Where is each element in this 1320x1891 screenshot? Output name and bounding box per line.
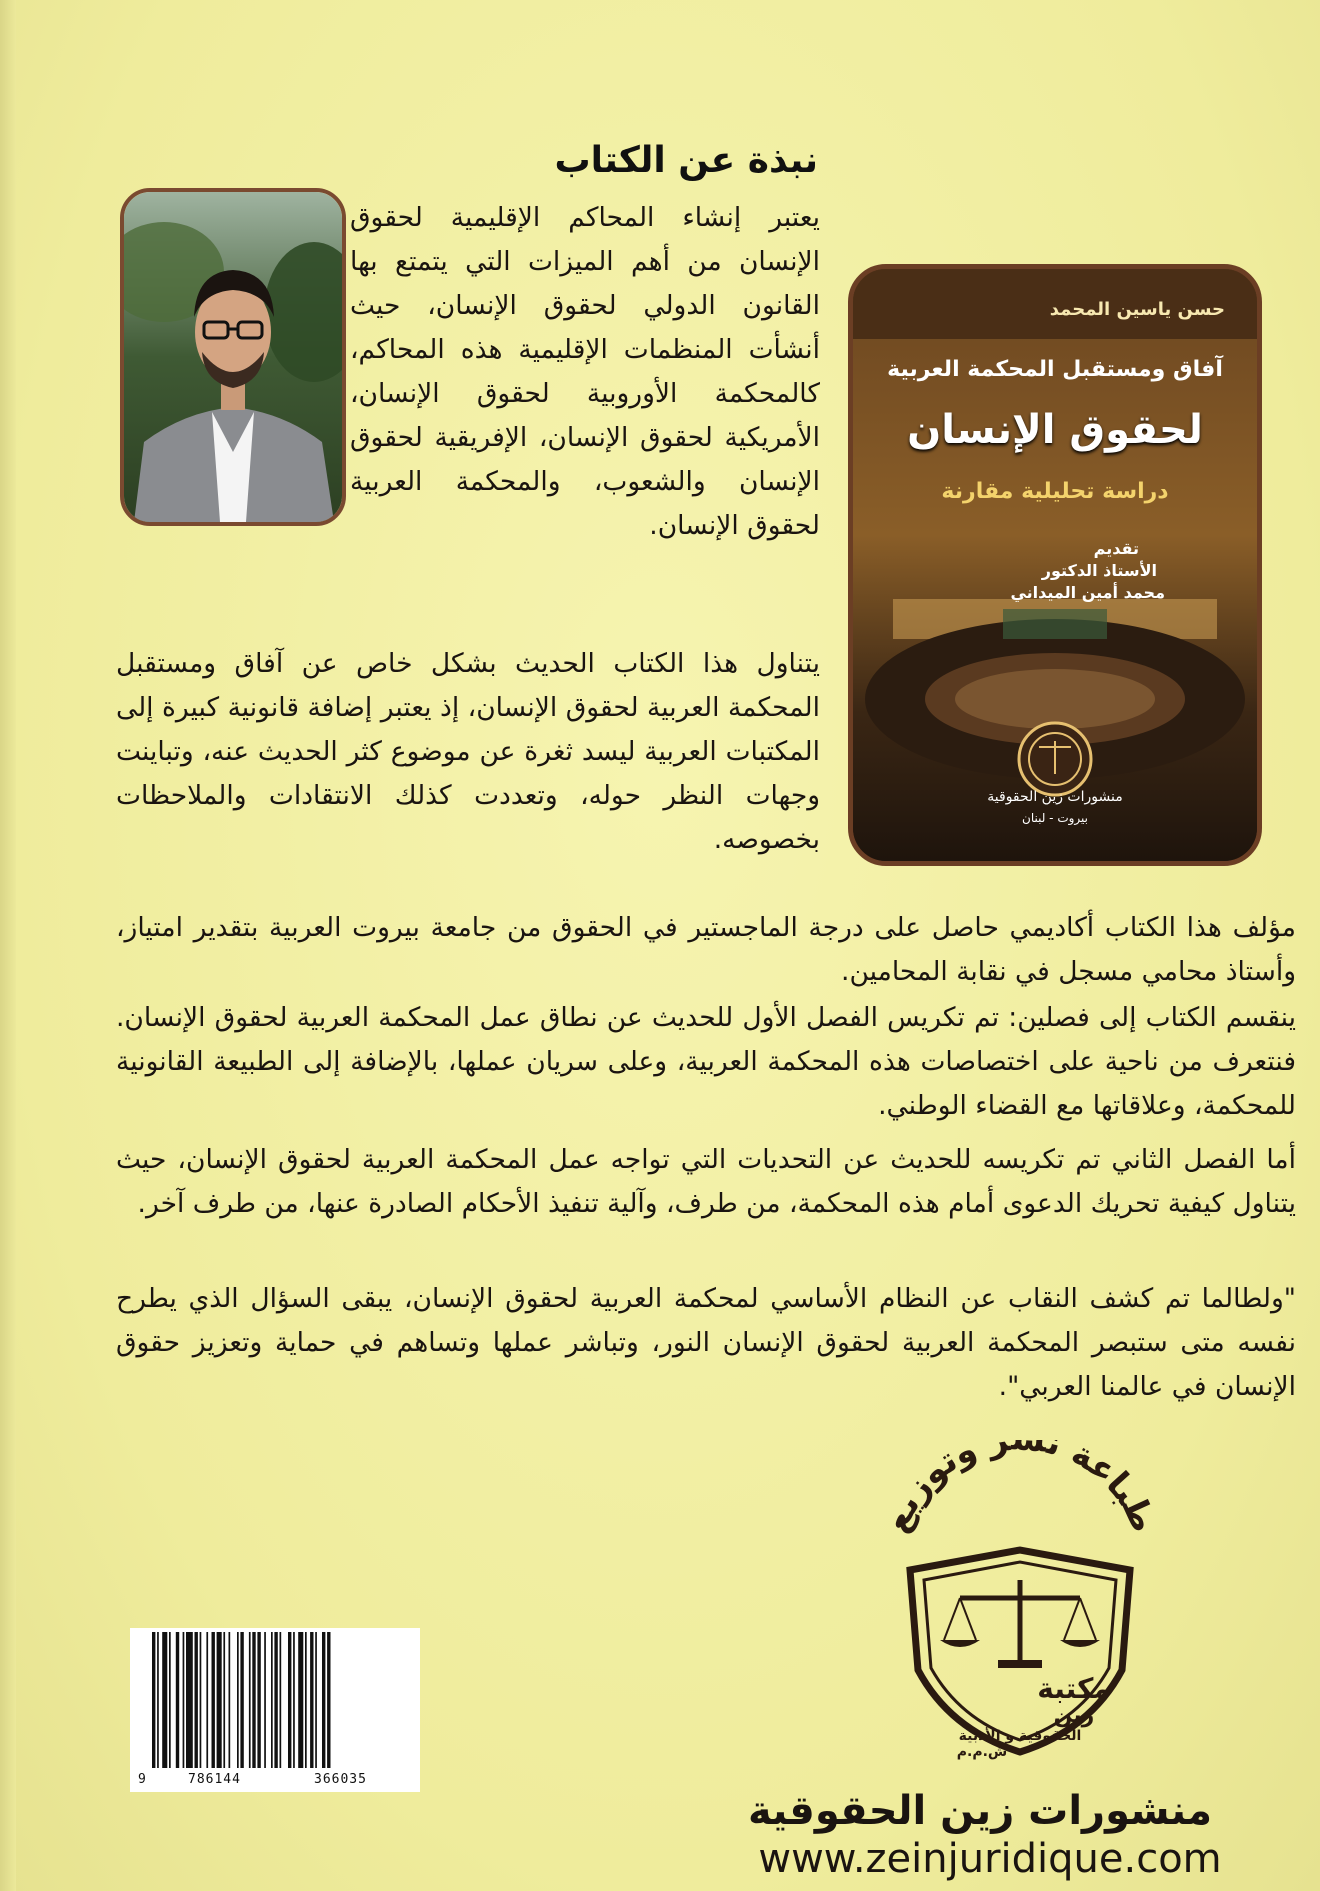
barcode-digits-right: 366035 [314, 1772, 367, 1787]
author-photo [120, 188, 346, 526]
logo-inner-text-2: زين [1053, 1703, 1095, 1728]
barcode-bars [130, 1632, 420, 1772]
thumbnail-author: حسن ياسين المحمد [1049, 299, 1225, 320]
paragraph-2: يتناول هذا الكتاب الحديث بشكل خاص عن آفاق ومستقبل المحكمة العربية لحقوق الإنسان، إذ يعتبر إضافة قانونية كبيرة إلى المكتبات العربية ليسد ثغرة عن موضوع كثر الحديث عنه، وتباينت وجهات النظر حوله، وتعددت كذلك الانتقادات والملاحظات بخصوصه. [116, 648, 820, 855]
logo-inner-text-1: مكتبة [1037, 1672, 1111, 1705]
website-url: www.zeinjuridique.com [758, 1836, 1222, 1882]
logo-inner-text-3: الحقوقية و الأدبية [958, 1728, 1082, 1744]
thumbnail-title: لحقوق الإنسان [907, 407, 1203, 453]
book-cover-thumbnail [848, 264, 1262, 866]
thumbnail-study: دراسة تحليلية مقارنة [941, 479, 1169, 504]
logo-arc-text: طباعة ن ر وتوزيع [876, 1440, 1164, 1539]
paragraph-5: أما الفصل الثاني تم تكريسه للحديث عن التحديات التي تواجه عمل المحكمة العربية لحقوق الإنسان، حيث يتناول كيفية تحريك الدعوى أمام هذه المحكمة، من طرف، وآلية تنفيذ الأحكام الصادرة عنها، من طرف آخر. [116, 1144, 1296, 1219]
barcode-digit-prefix: 9 [138, 1772, 146, 1787]
publisher-name: منشورات زين الحقوقية [748, 1788, 1212, 1834]
publisher-logo [860, 1440, 1180, 1760]
scales-of-justice-emblem [860, 1440, 1180, 1760]
paragraph-6: "ولطالما تم كشف النقاب عن النظام الأساسي لمحكمة العربية لحقوق الإنسان، يبقى السؤال الذي يطرح نفسه متى ستبصر المحكمة العربية لحقوق الإنسان النور، وتباشر عملها وتساهم في حماية وتعزيز حقوق الإنسان في عالمنا العربي". [116, 1283, 1296, 1402]
thumbnail-subtitle: آفاق ومستقبل المحكمة العربية [887, 357, 1223, 382]
barcode-digits-left: 786144 [188, 1772, 241, 1787]
logo-bottom-text: ش.م.م [956, 1744, 1008, 1760]
svg-text:طباعة نشر وتوزيع [876, 1440, 1164, 1538]
thumbnail-professor: الأستاذ الدكتور [1041, 561, 1157, 580]
paragraph-3: مؤلف هذا الكتاب أكاديمي حاصل على درجة الماجستير في الحقوق من جامعة بيروت العربية بتقدير امتياز، وأستاذ محامي مسجل في نقابة المحامين. [116, 912, 1296, 987]
spine-edge [0, 0, 16, 1891]
thumbnail-intro-label: تقديم [1093, 539, 1139, 558]
section-heading: نبذة عن الكتاب [554, 140, 818, 181]
author-portrait-image [124, 192, 342, 522]
thumbnail-publisher: منشورات زين الحقوقية [987, 789, 1123, 805]
paragraph-1: يعتبر إنشاء المحاكم الإقليمية لحقوق الإنسان من أهم الميزات التي يتمتع بها القانون الدولي لحقوق الإنسان، حيث أنشأت المنظمات الإقليمية هذه المحاكم، كالمحكمة الأوروبية لحقوق الإنسان، الأمريكية لحقوق الإنسان، الإفريقية لحقوق الإنسان والشعوب، والمحكمة العربية لحقوق الإنسان. [350, 202, 820, 541]
paragraph-4: ينقسم الكتاب إلى فصلين: تم تكريس الفصل الأول للحديث عن نطاق عمل المحكمة العربية لحقوق الإنسان. فنتعرف من ناحية على اختصاصات هذه المحكمة العربية، وعلى سريان عملها، بالإضافة إلى الطبيعة القانونية للمحكمة، وعلاقاتها مع القضاء الوطني. [116, 1002, 1296, 1121]
isbn-barcode [130, 1628, 420, 1792]
thumbnail-city: بيروت - لبنان [1022, 811, 1088, 825]
thumbnail-presenter: محمد أمين الميداني [1010, 583, 1165, 602]
